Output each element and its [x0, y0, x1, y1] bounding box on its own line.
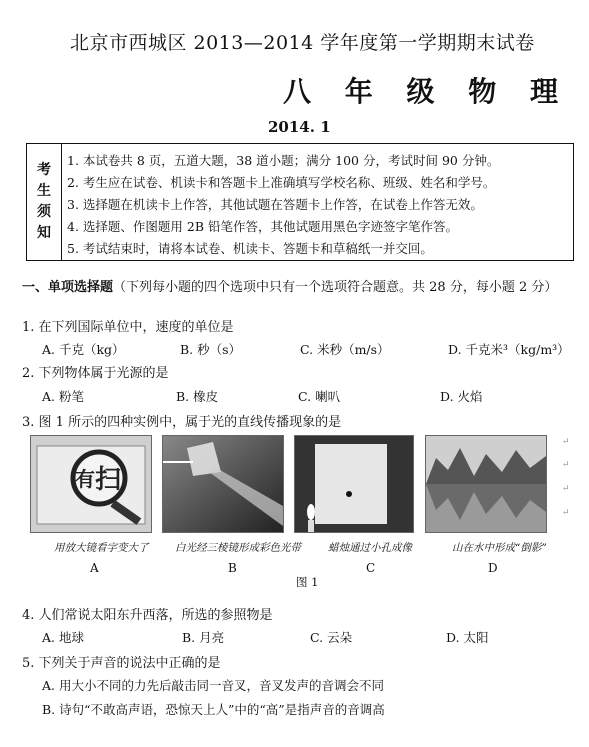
exam-subtitle: 八 年 级 物 理: [283, 75, 570, 108]
figure-photo-b: [162, 435, 284, 533]
figure-letter: B: [228, 561, 237, 575]
candle-illustration: [295, 436, 413, 532]
section-instructions: （下列每小题的四个选项中只有一个选项符合题意。共 28 分，每小题 2 分）: [113, 280, 558, 295]
option: A. 千克（kg）: [42, 342, 125, 357]
option: C. 云朵: [310, 630, 353, 645]
notice-item: 3. 选择题在机读卡上作答，其他试题在答题卡上作答，在试卷上作答无效。: [67, 197, 483, 212]
notice-item: 5. 考试结束时，请将本试卷、机读卡、答题卡和草稿纸一并交回。: [67, 241, 433, 256]
section-heading: [22, 276, 557, 295]
figure-letter: D: [488, 561, 498, 575]
figure-photo-a: [30, 435, 152, 533]
exam-title: 北京市西城区 2013—2014 学年度第一学期期末试卷: [70, 32, 535, 54]
notice-items: [67, 150, 499, 260]
notice-head: [27, 144, 62, 260]
svg-text:扫: 扫: [95, 465, 122, 495]
section-label: 一、单项选择题: [22, 280, 114, 295]
option: B. 秒（s）: [180, 342, 242, 357]
figure-caption: 蜡烛通过小孔成像: [328, 542, 412, 554]
svg-text:有: 有: [75, 467, 95, 491]
figure-photo-d: [425, 435, 547, 533]
option: A. 地球: [42, 630, 84, 645]
paragraph-mark-icon: ↵: [562, 437, 570, 447]
option: B. 橡皮: [176, 389, 219, 404]
notice-head-char: 须: [37, 204, 51, 220]
option: A. 粉笔: [42, 389, 84, 404]
figure-label: 图 1: [296, 575, 319, 589]
figure-caption: 白光经三棱镜形成彩色光带: [175, 542, 301, 554]
option: D. 火焰: [440, 389, 483, 404]
option: C. 喇叭: [298, 389, 341, 404]
notice-head-char: 考: [37, 162, 51, 178]
option: D. 太阳: [446, 630, 489, 645]
option: A. 用大小不同的力先后敲击同一音叉，音叉发声的音调会不同: [42, 678, 384, 693]
question-stem: 4. 人们常说太阳东升西落，所选的参照物是: [22, 608, 273, 623]
question-stem: 2. 下列物体属于光源的是: [22, 366, 169, 381]
paragraph-mark-icon: ↵: [562, 460, 570, 470]
prism-illustration: [163, 436, 283, 532]
question-stem: 1. 在下列国际单位中，速度的单位是: [22, 320, 234, 335]
notice-head-char: 知: [37, 225, 51, 241]
option: B. 诗句“不敢高声语，恐惊天上人”中的“高”是指声音的音调高: [42, 702, 385, 717]
option: B. 月亮: [182, 630, 225, 645]
figure-caption: 用放大镜看字变大了: [54, 542, 149, 554]
mountain-reflection-illustration: [426, 436, 546, 532]
notice-head-char: 生: [37, 183, 51, 199]
option: D. 千克米³（kg/m³）: [448, 342, 570, 357]
figure-caption: 山在水中形成“倒影”: [452, 542, 547, 554]
notice-item: 4. 选择题、作图题用 2B 铅笔作答，其他试题用黑色字迹签字笔作答。: [67, 219, 458, 234]
paragraph-mark-icon: ↵: [562, 484, 570, 494]
notice-item: 1. 本试卷共 8 页，五道大题，38 道小题；满分 100 分，考试时间 90 分钟。: [67, 153, 500, 168]
paragraph-mark-icon: ↵: [562, 508, 570, 518]
option: C. 米秒（m/s）: [300, 342, 390, 357]
magnifier-illustration: [31, 436, 151, 532]
question-stem: 5. 下列关于声音的说法中正确的是: [22, 656, 221, 671]
figure-letter: A: [90, 561, 99, 575]
figure-photo-c: [294, 435, 414, 533]
figure-letter: C: [366, 561, 376, 575]
notice-item: 2. 考生应在试卷、机读卡和答题卡上准确填写学校名称、班级、姓名和学号。: [67, 175, 496, 190]
exam-date: 2014. 1: [268, 118, 331, 136]
notice-box: [26, 143, 574, 261]
question-stem: 3. 图 1 所示的四种实例中，属于光的直线传播现象的是: [22, 415, 342, 430]
